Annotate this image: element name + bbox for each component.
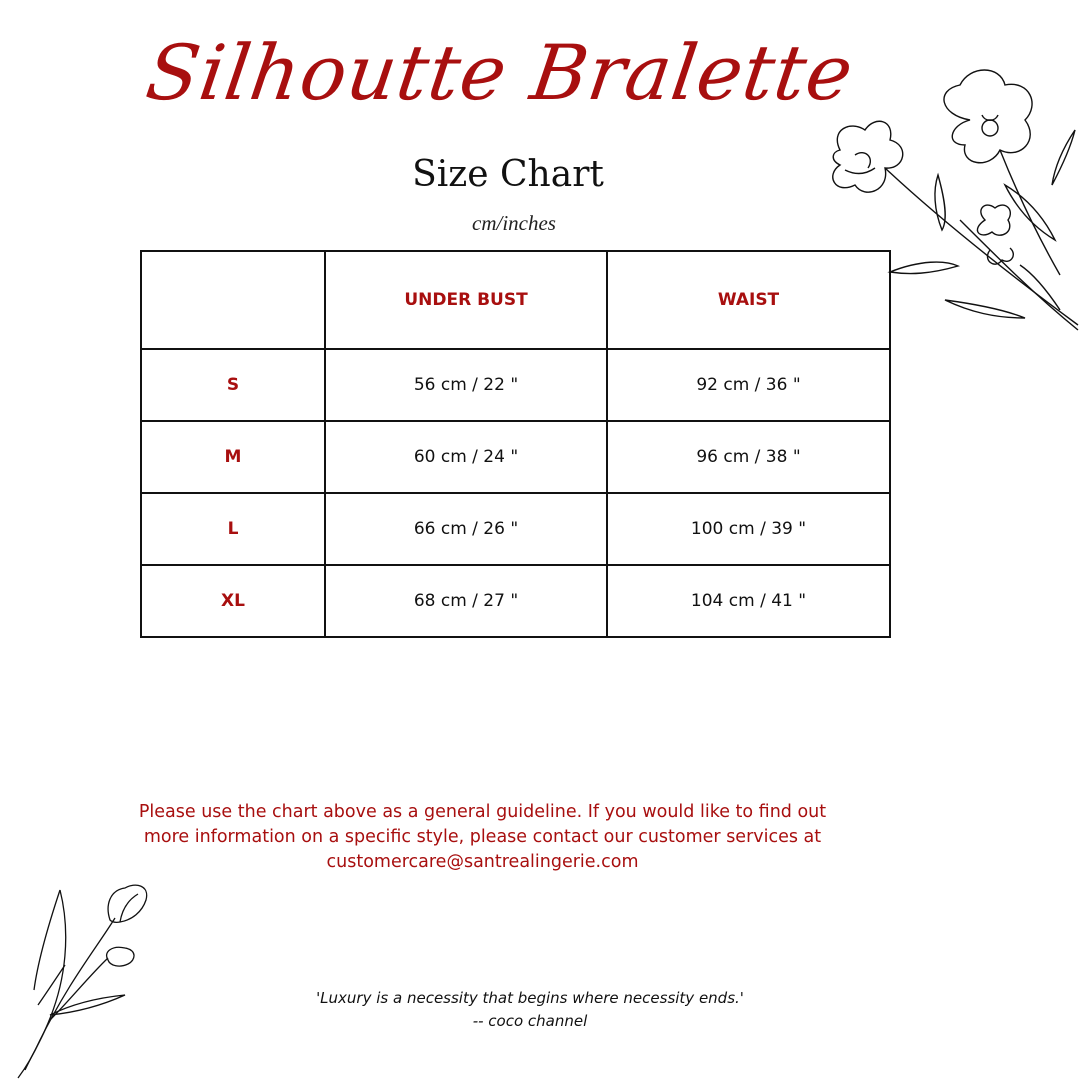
units-label: cm/inches bbox=[472, 211, 556, 235]
header-cell-empty bbox=[141, 251, 325, 349]
contact-email: customercare@santrealingerie.com bbox=[326, 852, 639, 872]
size-chart-heading: Size Chart bbox=[412, 154, 604, 195]
header-cell-waist: WAIST bbox=[607, 251, 890, 349]
waist-cell: 104 cm / 41 " bbox=[607, 565, 890, 637]
waist-cell: 96 cm / 38 " bbox=[607, 421, 890, 493]
flower-line-art-icon bbox=[820, 60, 1080, 340]
quote-text: 'Luxury is a necessity that begins where necessity ends.' bbox=[316, 989, 744, 1007]
under-bust-cell: 60 cm / 24 " bbox=[325, 421, 607, 493]
header-cell-under-bust: UNDER BUST bbox=[325, 251, 607, 349]
size-cell: S bbox=[141, 349, 325, 421]
tulip-line-art-icon bbox=[10, 880, 160, 1080]
table-row bbox=[141, 493, 890, 565]
waist-cell: 92 cm / 36 " bbox=[607, 349, 890, 421]
quote-author: -- coco channel bbox=[472, 1012, 588, 1030]
under-bust-cell: 68 cm / 27 " bbox=[325, 565, 607, 637]
size-table bbox=[140, 250, 891, 638]
note-line: Please use the chart above as a general guideline. If you would like to find out bbox=[138, 802, 827, 822]
size-cell: XL bbox=[141, 565, 325, 637]
page-title: Silhoutte Bralette bbox=[141, 28, 859, 117]
size-cell: M bbox=[141, 421, 325, 493]
quote-block bbox=[250, 987, 810, 1033]
table-row bbox=[141, 565, 890, 637]
size-cell: L bbox=[141, 493, 325, 565]
table-row bbox=[141, 421, 890, 493]
guideline-note bbox=[110, 800, 855, 875]
under-bust-cell: 66 cm / 26 " bbox=[325, 493, 607, 565]
table-row bbox=[141, 349, 890, 421]
table-header-row bbox=[141, 251, 890, 349]
under-bust-cell: 56 cm / 22 " bbox=[325, 349, 607, 421]
waist-cell: 100 cm / 39 " bbox=[607, 493, 890, 565]
note-line: more information on a specific style, please contact our customer services at bbox=[143, 827, 822, 847]
